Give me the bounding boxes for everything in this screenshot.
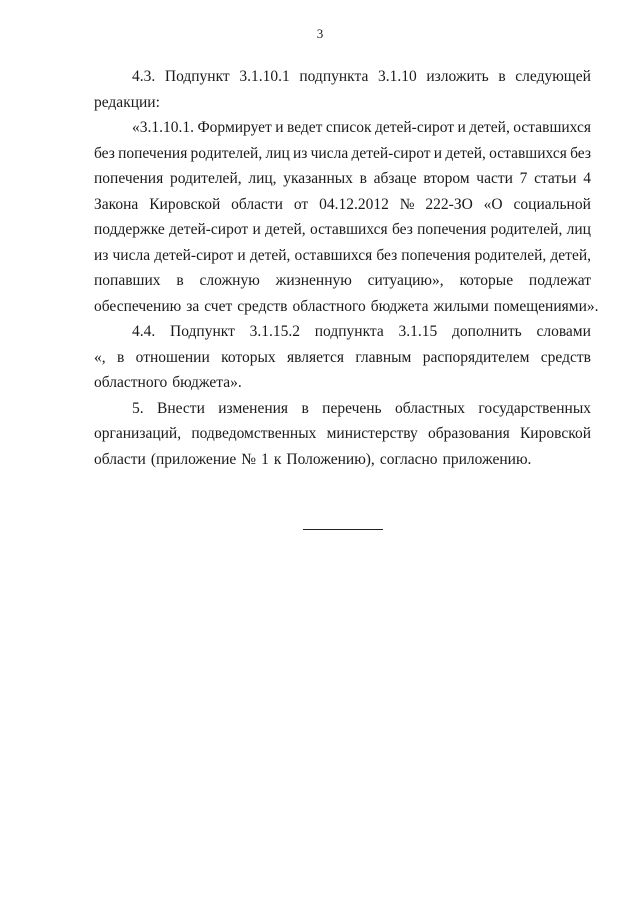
- word: без: [391, 221, 413, 238]
- word: жизненную: [275, 272, 352, 289]
- word: 3.1.10.1: [239, 68, 290, 85]
- word: министерству: [326, 425, 418, 442]
- word: детей,: [445, 144, 486, 162]
- word: изложить: [426, 68, 489, 85]
- word: «3.1.10.1.: [132, 119, 194, 136]
- word: 222-ЗО: [425, 195, 473, 213]
- text-line: [94, 243, 591, 269]
- word: организаций,: [94, 425, 182, 442]
- text-line: [94, 268, 591, 294]
- word: которых: [221, 348, 276, 366]
- word: 4.3.: [132, 68, 156, 85]
- word: попечения: [94, 170, 164, 187]
- word: от: [293, 195, 309, 213]
- word: список: [325, 119, 372, 136]
- word: втором: [423, 170, 470, 187]
- word: в: [359, 170, 367, 187]
- word: попавших: [94, 272, 161, 289]
- word: из: [94, 246, 109, 264]
- word: Подпункт: [170, 323, 235, 340]
- word: 3.1.10: [377, 68, 417, 85]
- word: счет: [204, 297, 233, 315]
- word: помещениями».: [493, 297, 599, 315]
- word: родителей,: [474, 246, 547, 264]
- word: детей-сирот: [169, 221, 249, 238]
- word: Формирует: [197, 119, 272, 136]
- word: редакции:: [94, 93, 160, 111]
- word: №: [241, 450, 257, 468]
- word: социальной: [513, 195, 591, 213]
- text-line: [94, 192, 591, 218]
- word: которые: [459, 272, 514, 289]
- text-line: [94, 345, 591, 371]
- word: оставшихся: [294, 246, 373, 264]
- word: приложению.: [442, 450, 532, 468]
- word: является: [287, 348, 344, 366]
- word: ведет: [286, 119, 323, 136]
- word: числа: [310, 144, 349, 162]
- word: сложную: [199, 272, 260, 289]
- word: подпункта: [299, 68, 369, 85]
- word: детей,: [265, 221, 306, 238]
- word: 3.1.15: [398, 323, 438, 340]
- word: и: [237, 246, 246, 264]
- text-line: [94, 319, 591, 345]
- word: поддержке: [94, 221, 165, 238]
- word: областных: [395, 399, 465, 417]
- word: 4.4.: [132, 323, 156, 340]
- word: 4: [583, 170, 591, 187]
- word: Внести: [157, 399, 205, 417]
- word: отношении: [135, 348, 210, 366]
- word: области: [231, 195, 283, 213]
- word: статьи: [534, 170, 577, 187]
- text-line: [94, 421, 591, 447]
- word: государственных: [478, 399, 591, 417]
- word: №: [399, 195, 415, 213]
- text-line: [94, 64, 591, 90]
- text-line: [94, 396, 591, 422]
- text-line: [94, 370, 591, 396]
- word: без: [376, 246, 398, 264]
- word: в: [176, 272, 184, 289]
- word: Подпункт: [164, 68, 230, 85]
- word: жилыми: [433, 297, 489, 315]
- word: согласно: [379, 450, 438, 468]
- word: средств: [540, 348, 591, 366]
- text-line: [94, 115, 591, 141]
- word: и: [457, 119, 466, 136]
- word: (приложение: [150, 450, 237, 468]
- word: изменения: [218, 399, 289, 417]
- word: 1: [261, 450, 269, 468]
- word: в: [116, 348, 125, 366]
- word: области: [94, 450, 146, 468]
- word: образования: [427, 425, 510, 442]
- word: «О: [483, 195, 503, 213]
- word: лиц: [265, 144, 290, 162]
- word: средств: [237, 297, 288, 315]
- word: детей-сирот: [374, 119, 455, 136]
- word: детей,: [469, 119, 510, 136]
- word: лиц: [566, 221, 591, 238]
- word: без: [570, 144, 591, 162]
- text-line: [94, 141, 591, 167]
- word: дополнить: [452, 323, 522, 340]
- word: 7: [519, 170, 528, 187]
- word: попечения: [417, 221, 487, 238]
- word: указанных: [283, 170, 353, 187]
- word: без: [94, 144, 115, 162]
- word: детей-сирот: [154, 246, 234, 264]
- word: перечень: [322, 399, 382, 417]
- word: бюджета: [370, 297, 429, 315]
- word: подпункта: [314, 323, 384, 340]
- word: в: [498, 68, 506, 85]
- word: в: [301, 399, 309, 417]
- document-body: [94, 64, 599, 472]
- word: детей,: [249, 246, 291, 264]
- word: попечения: [118, 144, 188, 162]
- word: родителей,: [190, 144, 263, 162]
- word: детей-сирот: [351, 144, 431, 162]
- text-line: [94, 90, 591, 116]
- separator-line: [303, 529, 383, 530]
- word: попечения: [401, 246, 471, 264]
- word: за: [186, 297, 200, 315]
- word: и: [252, 221, 261, 238]
- word: оставшихся: [309, 221, 388, 238]
- word: распорядителем: [422, 348, 530, 366]
- word: Закона: [94, 195, 139, 213]
- word: бюджета».: [172, 374, 242, 391]
- word: Положению),: [286, 450, 375, 468]
- word: числа: [112, 246, 151, 264]
- word: детей,: [550, 246, 591, 264]
- word: словами: [536, 323, 591, 340]
- word: 3.1.15.2: [249, 323, 300, 340]
- text-line: [94, 217, 591, 243]
- word: областного: [292, 297, 366, 315]
- word: абзаце: [373, 170, 417, 187]
- word: из: [293, 144, 308, 162]
- word: лиц,: [248, 170, 277, 187]
- word: оставшихся: [489, 144, 567, 162]
- word: ситуацию»,: [367, 272, 444, 289]
- word: оставшихся: [513, 119, 591, 136]
- word: обеспечению: [94, 297, 182, 315]
- page-number: 3: [316, 26, 324, 41]
- word: 5.: [132, 399, 144, 417]
- word: областного: [94, 374, 168, 391]
- word: 04.12.2012: [319, 195, 389, 213]
- word: главным: [355, 348, 412, 366]
- word: Кировской: [519, 425, 591, 442]
- word: «,: [94, 348, 106, 366]
- word: родителей,: [169, 170, 242, 187]
- word: подведомственных: [191, 425, 317, 442]
- word: части: [476, 170, 513, 187]
- text-line: [94, 294, 599, 320]
- word: к: [273, 450, 282, 468]
- word: подлежат: [528, 272, 591, 289]
- word: и: [433, 144, 443, 162]
- word: и: [275, 119, 284, 136]
- word: Кировской: [149, 195, 221, 213]
- word: родителей,: [490, 221, 563, 238]
- text-line: [94, 447, 591, 473]
- text-line: [94, 166, 591, 192]
- word: следующей: [515, 68, 591, 85]
